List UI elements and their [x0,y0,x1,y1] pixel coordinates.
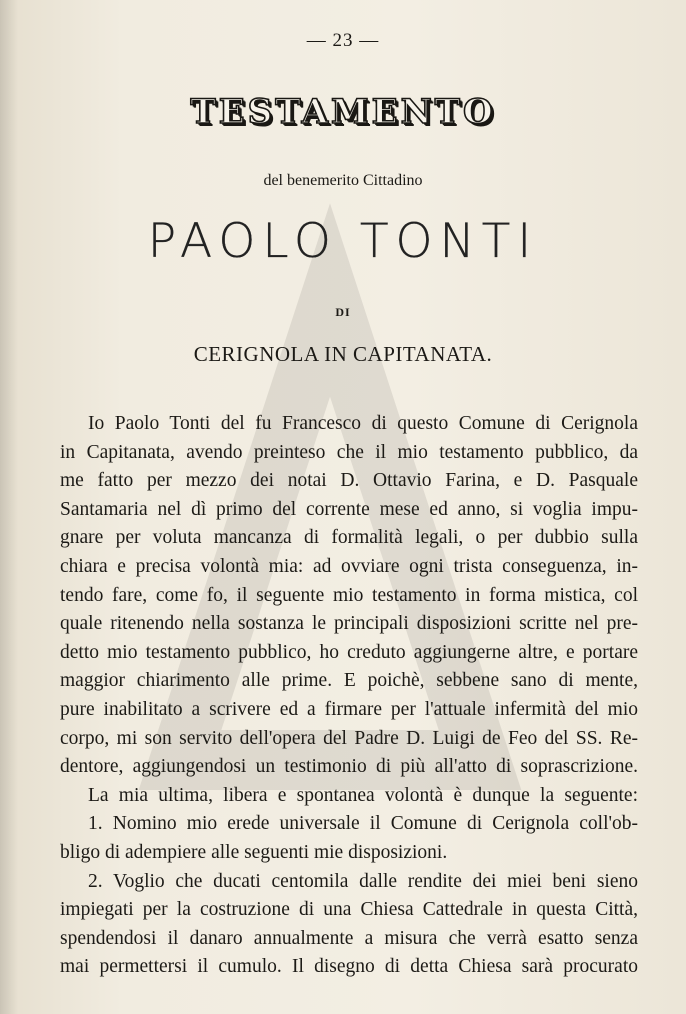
text-line: La mia ultima, libera e spontanea volontà è dunque la seguente: [88,784,638,806]
text-line: mai permettersi il cumulo. Il disegno di detta Chiesa sarà procurato [60,956,638,978]
text-line: me fatto per mezzo dei notai D. Ottavio Farina, e D. Pasquale [60,470,638,492]
text-line: chiara e precisa volontà mia: ad ovviare ogni trista conseguenza, in- [60,555,638,577]
text-line: spendendosi il danaro annualmente a misura che verrà esatto senza [60,927,638,949]
text-line: pure inabilitato a scrivere ed a firmare per l'attuale infermità del mio [60,698,638,720]
text-line: 2. Voglio che ducati centomila dalle rendite dei miei beni sieno [88,870,638,892]
preposition-di: DI [335,305,351,319]
text-line: tendo fare, come fo, il seguente mio testamento in forma mistica, col [60,584,638,606]
text-line: maggior chiarimento alle prime. E poichè, sebbene sano di mente, [60,670,638,692]
body-text [60,410,638,982]
document-title: TESTAMENTO [190,92,496,132]
text-line: dentore, aggiungendosi un testimonio di più all'atto di soprascrizione. [60,756,638,778]
text-line: impiegati per la costruzione di una Chiesa Cattedrale in questa Città, [60,899,638,921]
text-line: Io Paolo Tonti del fu Francesco di questo Comune di Cerignola [88,413,638,434]
testator-name: PAOLO TONTI [147,214,539,269]
text-line: corpo, mi son servito dell'opera del Padre D. Luigi de Feo del SS. Re- [60,727,638,749]
place-heading: CERIGNOLA IN CAPITANATA. [193,342,493,366]
text-line: quale ritenendo nella sostanza le principali disposizioni scritte nel pre- [60,613,638,635]
text-line: in Capitanata, avendo preinteso che il mio testamento pubblico, da [60,441,638,463]
page-edge-shadow [0,0,18,1014]
text-line: Santamaria nel dì primo del corrente mese ed anno, si voglia impu- [60,498,638,520]
page-number: — 23 — [306,30,380,51]
text-line: detto mio testamento pubblico, ho creduto aggiungerne altre, e portare [60,641,638,663]
document-subtitle: del benemerito Cittadino [263,172,423,189]
text-line: bligo di adempiere alle seguenti mie disposizioni. [60,841,448,863]
text-line: 1. Nomino mio erede universale il Comune di Cerignola coll'ob- [88,813,638,835]
text-line: gnare per voluta mancanza di formalità legali, o per dubbio sulla [60,527,638,549]
